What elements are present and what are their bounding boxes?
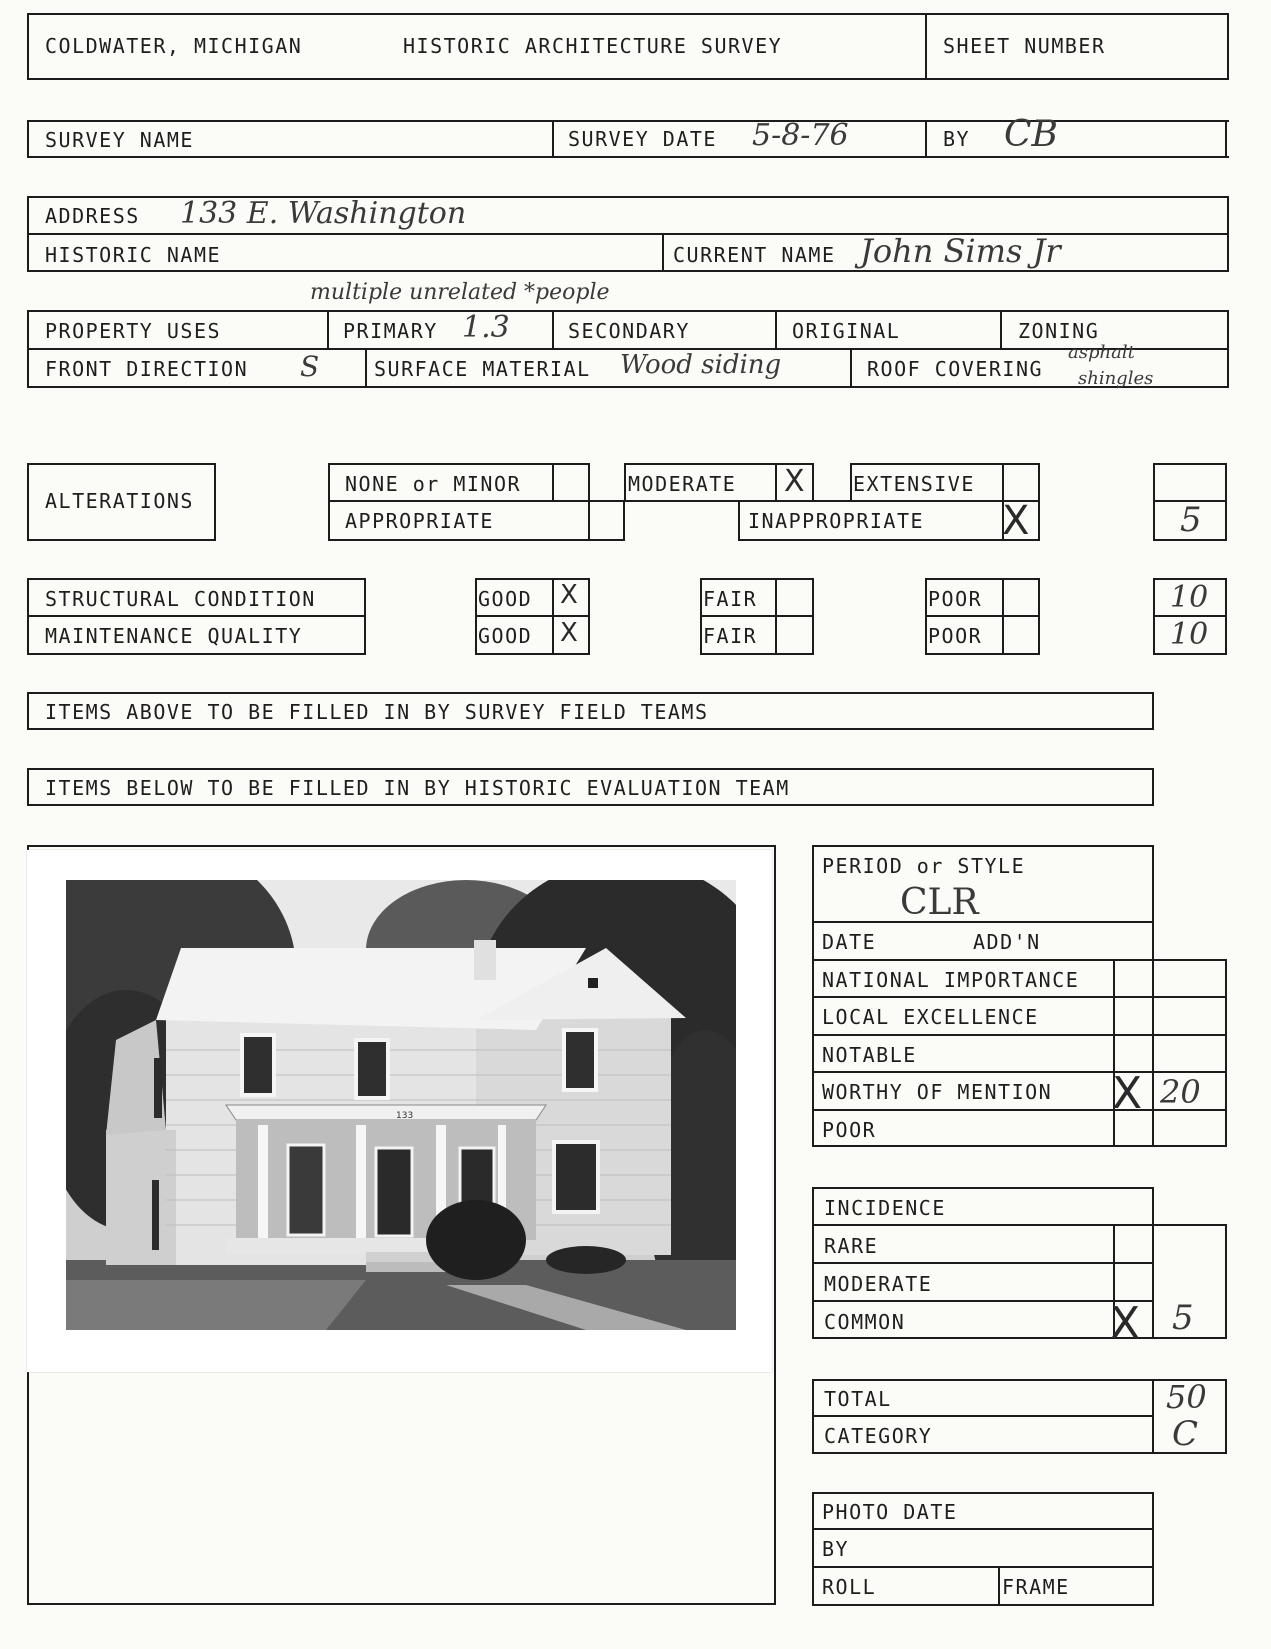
addn-label: ADD'N bbox=[973, 930, 1041, 954]
good-row-divider bbox=[475, 615, 590, 617]
property-div-4 bbox=[1000, 310, 1002, 349]
address-label: ADDRESS bbox=[45, 204, 140, 228]
primary-value: 1.3 bbox=[462, 310, 510, 345]
frame-label: FRAME bbox=[1002, 1575, 1070, 1599]
poor-check-divider bbox=[1002, 578, 1004, 655]
house-photo bbox=[66, 880, 736, 1330]
roof-covering-value-1: asphalt bbox=[1068, 342, 1135, 363]
photo-info-row-2 bbox=[812, 1566, 1154, 1568]
property-div-6 bbox=[850, 348, 852, 388]
eval-row-1 bbox=[812, 921, 1154, 923]
extensive-label: EXTENSIVE bbox=[853, 472, 975, 496]
total-label: TOTAL bbox=[824, 1387, 892, 1411]
good-check-divider bbox=[552, 578, 554, 655]
structural-condition-label: STRUCTURAL CONDITION bbox=[45, 587, 316, 611]
fair-label-structural: FAIR bbox=[703, 587, 758, 611]
worthy-of-mention-label: WORTHY OF MENTION bbox=[822, 1080, 1053, 1104]
evaluation-team-note: ITEMS BELOW TO BE FILLED IN BY HISTORIC EVALUATION TEAM bbox=[45, 776, 790, 800]
property-div-5 bbox=[365, 348, 367, 388]
address-value: 133 E. Washington bbox=[180, 196, 467, 231]
current-name-label: CURRENT NAME bbox=[673, 243, 836, 267]
primary-label: PRIMARY bbox=[343, 319, 438, 343]
structural-score: 10 bbox=[1170, 580, 1209, 615]
photo-by-label: BY bbox=[822, 1537, 850, 1561]
surface-material-value: Wood siding bbox=[620, 350, 782, 380]
current-name-value: John Sims Jr bbox=[860, 232, 1061, 270]
sheet-number-label: SHEET NUMBER bbox=[943, 34, 1106, 58]
survey-row-right-edge bbox=[1225, 120, 1227, 158]
incidence-label: INCIDENCE bbox=[824, 1196, 946, 1220]
extensive-check-divider bbox=[1002, 463, 1004, 502]
good-label-structural: GOOD bbox=[478, 587, 533, 611]
roof-covering-value-2: shingles bbox=[1078, 368, 1154, 389]
rare-label: RARE bbox=[824, 1234, 879, 1258]
property-div-3 bbox=[775, 310, 777, 349]
moderate-label: MODERATE bbox=[628, 472, 737, 496]
condition-labels-divider bbox=[27, 615, 366, 617]
fair-row-divider bbox=[700, 615, 814, 617]
maintenance-quality-label: MAINTENANCE QUALITY bbox=[45, 624, 303, 648]
total-score-col bbox=[1152, 1379, 1154, 1454]
local-excellence-label: LOCAL EXCELLENCE bbox=[822, 1005, 1039, 1029]
maintenance-good-mark: X bbox=[560, 618, 578, 648]
inappropriate-mark: X bbox=[1002, 498, 1030, 544]
appropriate-check-divider bbox=[588, 500, 590, 541]
common-score: 5 bbox=[1172, 1298, 1194, 1338]
house-number-plate: 133 bbox=[396, 1111, 414, 1121]
poor-row-divider bbox=[925, 615, 1040, 617]
alterations-label: ALTERATIONS bbox=[45, 489, 194, 513]
poor-label-structural: POOR bbox=[928, 587, 983, 611]
total-value: 50 bbox=[1166, 1378, 1207, 1416]
front-direction-value: S bbox=[300, 350, 320, 383]
appropriate-label: APPROPRIATE bbox=[345, 509, 494, 533]
photo-info-row-1 bbox=[812, 1528, 1154, 1530]
total-row-divider bbox=[812, 1415, 1154, 1417]
survey-title: HISTORIC ARCHITECTURE SURVEY bbox=[403, 34, 783, 58]
property-div-2 bbox=[552, 310, 554, 349]
eval-score-col-right bbox=[1225, 959, 1227, 1147]
survey-name-label: SURVEY NAME bbox=[45, 128, 194, 152]
incidence-row-1 bbox=[812, 1224, 1227, 1226]
eval-poor-label: POOR bbox=[822, 1118, 877, 1142]
header-divider bbox=[925, 13, 927, 80]
property-div-1 bbox=[327, 310, 329, 349]
worthy-of-mention-mark: X bbox=[1112, 1068, 1143, 1119]
notable-label: NOTABLE bbox=[822, 1043, 917, 1067]
fair-label-maintenance: FAIR bbox=[703, 624, 758, 648]
alterations-score: 5 bbox=[1180, 500, 1202, 540]
moderate-check-divider bbox=[775, 463, 777, 502]
survey-date-value: 5-8-76 bbox=[752, 118, 849, 153]
date-label: DATE bbox=[822, 930, 877, 954]
by-value: CB bbox=[1004, 114, 1058, 155]
eval-row-4 bbox=[812, 1034, 1227, 1036]
period-style-value: CLR bbox=[900, 882, 979, 923]
moderate-mark: X bbox=[784, 464, 805, 499]
incidence-score-col-right bbox=[1225, 1224, 1227, 1339]
secondary-label: SECONDARY bbox=[568, 319, 690, 343]
survey-divider-1 bbox=[552, 120, 554, 158]
inappropriate-label: INAPPROPRIATE bbox=[748, 509, 925, 533]
eval-row-2 bbox=[812, 959, 1227, 961]
field-teams-note: ITEMS ABOVE TO BE FILLED IN BY SURVEY FIELD TEAMS bbox=[45, 700, 709, 724]
survey-divider-2 bbox=[925, 120, 927, 158]
incidence-moderate-label: MODERATE bbox=[824, 1272, 933, 1296]
zoning-label: ZONING bbox=[1018, 319, 1100, 343]
worthy-of-mention-score: 20 bbox=[1160, 1073, 1201, 1111]
photo-info-frame-divider bbox=[998, 1566, 1000, 1606]
property-note: multiple unrelated *people bbox=[310, 280, 610, 305]
common-mark: X bbox=[1110, 1298, 1141, 1349]
surface-material-label: SURFACE MATERIAL bbox=[374, 357, 591, 381]
incidence-row-3 bbox=[812, 1300, 1154, 1302]
current-name-divider bbox=[662, 233, 664, 272]
roll-label: ROLL bbox=[822, 1575, 877, 1599]
by-label: BY bbox=[943, 127, 971, 151]
front-direction-label: FRONT DIRECTION bbox=[45, 357, 249, 381]
poor-label-maintenance: POOR bbox=[928, 624, 983, 648]
none-minor-check-divider bbox=[552, 463, 554, 502]
category-value: C bbox=[1172, 1414, 1199, 1454]
maintenance-score: 10 bbox=[1170, 617, 1209, 652]
national-importance-label: NATIONAL IMPORTANCE bbox=[822, 968, 1080, 992]
historic-name-label: HISTORIC NAME bbox=[45, 243, 222, 267]
incidence-row-2 bbox=[812, 1262, 1154, 1264]
eval-score-col-bottom bbox=[1154, 1145, 1227, 1147]
photo-date-label: PHOTO DATE bbox=[822, 1500, 958, 1524]
none-minor-label: NONE or MINOR bbox=[345, 472, 522, 496]
eval-row-3 bbox=[812, 996, 1227, 998]
good-label-maintenance: GOOD bbox=[478, 624, 533, 648]
roof-covering-label: ROOF COVERING bbox=[867, 357, 1044, 381]
survey-date-label: SURVEY DATE bbox=[568, 127, 717, 151]
structural-good-mark: X bbox=[560, 580, 578, 610]
common-label: COMMON bbox=[824, 1310, 906, 1334]
property-uses-label: PROPERTY USES bbox=[45, 319, 222, 343]
category-label: CATEGORY bbox=[824, 1424, 933, 1448]
city-title: COLDWATER, MICHIGAN bbox=[45, 34, 303, 58]
fair-check-divider bbox=[775, 578, 777, 655]
period-style-label: PERIOD or STYLE bbox=[822, 854, 1026, 878]
original-label: ORIGINAL bbox=[792, 319, 901, 343]
